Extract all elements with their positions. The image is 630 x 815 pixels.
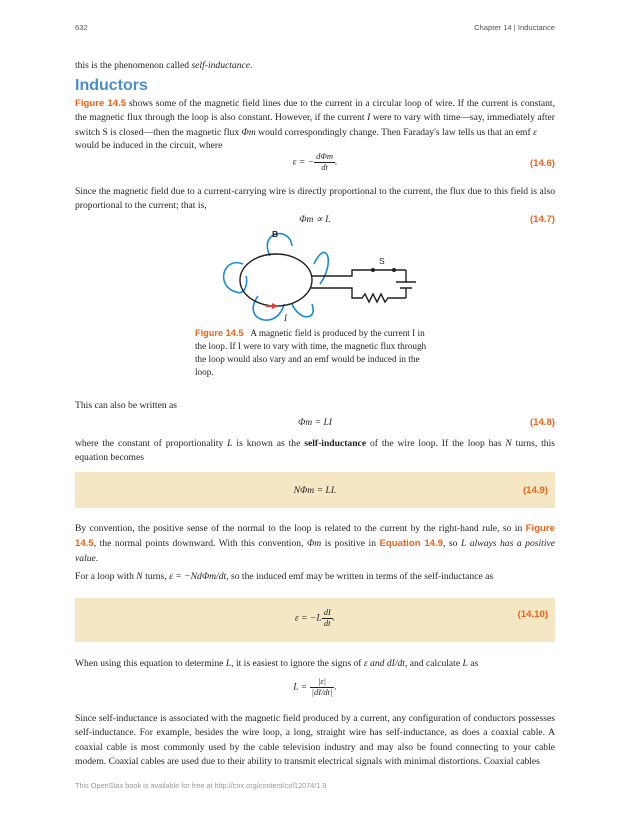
equation-label-14-6: (14.6) xyxy=(529,158,555,169)
switch-contact-left xyxy=(371,268,375,272)
resistor xyxy=(311,288,406,302)
battery xyxy=(396,282,416,288)
field-line-left xyxy=(224,263,247,293)
field-line-bottom-right xyxy=(292,304,313,317)
paragraph-n-turns: For a loop with N turns, ε = −NdΦm/dt, so the induced emf may be written in terms of the self-inductance as xyxy=(75,571,494,582)
equation-label-14-7: (14.7) xyxy=(529,214,555,225)
equation-14-9: NΦm = LI. xyxy=(293,485,337,496)
figure-14-5-diagram xyxy=(218,226,418,326)
paragraph-written-as: This can also be written as xyxy=(75,400,178,411)
paragraph-determine-l: When using this equation to determine L, it is easiest to ignore the signs of ε and dI/dt, and calculate L as xyxy=(75,658,479,669)
current-loop xyxy=(240,254,312,306)
equation-label-14-9: (14.9) xyxy=(522,485,548,496)
equation-label-14-10: (14.10) xyxy=(517,609,548,620)
figure-link[interactable]: Figure 14.5 xyxy=(75,98,127,109)
field-line-top-right xyxy=(314,252,328,284)
switch-contact-right xyxy=(392,268,396,272)
section-title: Inductors xyxy=(75,77,148,94)
field-line-bottom-left xyxy=(253,296,284,320)
footer-note: This OpenStax book is available for free at http://cnx.org/content/col12074/1.9 xyxy=(75,781,327,790)
equation-l-magnitude: L = $\frac{|\varepsilon|}{|dI/dt|}$ . xyxy=(293,676,337,697)
current-label: I xyxy=(284,313,287,323)
equation-14-7: Φm ∝ I. xyxy=(299,214,331,225)
paragraph-proportional: Since the magnetic field due to a current-carrying wire is directly proportional to the current, the flux due to this field is also proportional to the current; that is, xyxy=(75,186,555,211)
paragraph-figure-intro-end: would be induced in the circuit, where xyxy=(75,140,223,151)
paragraph-coaxial: Since self-inductance is associated with the magnetic field produced by a current, any configuration of conductors possesses self-inductance. For example, besides the wire loop, a long, straight wire has self-inductance, as does a coaxial cable. A coaxial cable is most commonly used by the cable television industry and may also be found connecting to your cable modem. Coaxial cables are used due to their ability to transmit electrical signals with minimal distortions. Coaxial cables xyxy=(75,713,555,768)
figure-caption: Figure 14.5 A magnetic field is produced by the current I in the loop. If I were to vary with time, the magnetic flux through the loop would also vary and an emf would be induced in the loop. xyxy=(195,328,427,377)
equation-link[interactable]: Equation 14.9 xyxy=(379,537,444,549)
paragraph-figure-intro: Figure 14.5 shows some of the magnetic field lines due to the current in a circular loop of wire. If the current is constant, the magnetic flux through the loop is also constant. However, if the current I were to vary with time—say, immediately after switch S is closed—then the magnetic flux Φm would correspondingly change. Then Faraday's law tells us that an emf ε xyxy=(75,98,555,138)
equation-14-8: Φm = LI xyxy=(297,417,333,428)
paragraph-convention: By convention, the positive sense of the normal to the loop is related to the current by the right-hand rule, so in Figure 14.5, the normal points downward. With this convention, Φm is positive in Equation 14.9, so L always has a positive value. xyxy=(75,523,556,564)
paragraph-self-inductance: where the constant of proportionality L is known as the self-inductance of the wire loop. If the loop has N turns, this equation becomes xyxy=(75,438,555,463)
switch-label: S xyxy=(379,256,385,266)
page-number: 632 xyxy=(75,23,88,32)
field-label: B xyxy=(272,229,279,239)
figure-link[interactable]: Figure 14.5 xyxy=(75,523,555,549)
chapter-title: Chapter 14 | Inductance xyxy=(474,23,555,32)
equation-label-14-8: (14.8) xyxy=(529,417,555,428)
equation-14-10: ε = −L $\frac{dI}{dt}$ . xyxy=(294,607,336,628)
current-arrow-head xyxy=(272,303,278,309)
equation-14-6: ε = − $\frac{\text{dΦm}}{dt}$ . xyxy=(292,151,338,172)
intro-paragraph: this is the phenomenon called self-inductance. xyxy=(75,60,253,71)
